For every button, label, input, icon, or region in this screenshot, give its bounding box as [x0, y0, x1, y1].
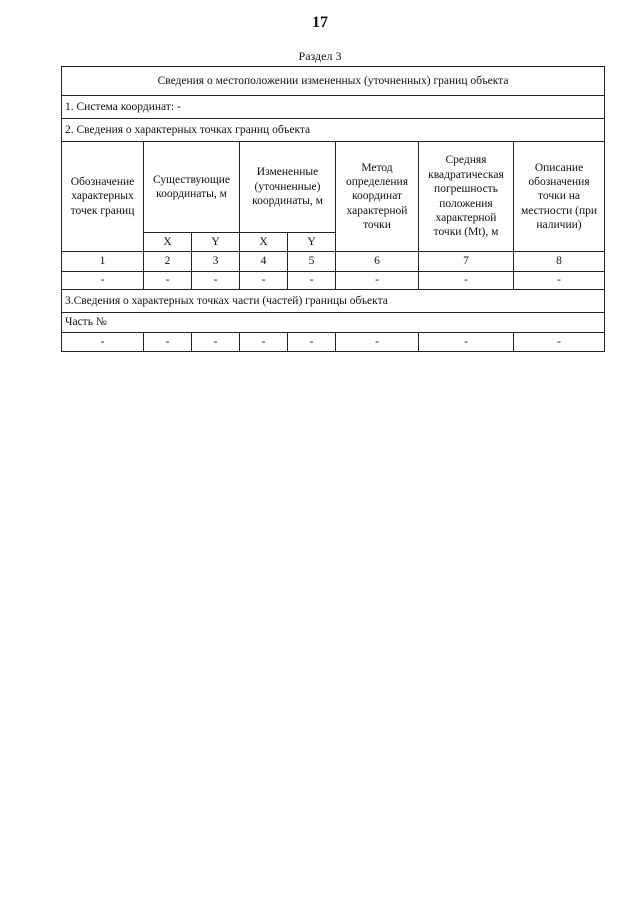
column-numbers-row: [62, 252, 605, 272]
table-cell: -: [144, 272, 192, 290]
object-boundaries-table: [61, 66, 605, 352]
part-label: Часть №: [62, 313, 605, 333]
table-cell: -: [192, 272, 240, 290]
table-row: [62, 272, 605, 290]
header-method: Метод определения координат характерной точки: [336, 142, 419, 252]
header-changed-coords: Измененные (уточненные) координаты, м: [240, 142, 336, 233]
page-number: 17: [312, 14, 328, 31]
column-number: 5: [288, 252, 336, 272]
table-row: [62, 333, 605, 352]
coordinate-system: 1. Система координат: -: [62, 96, 605, 119]
column-number: 6: [336, 252, 419, 272]
header-description: Описание обозначения точки на местности (при наличии): [514, 142, 605, 252]
header-changed-y: Y: [288, 233, 336, 252]
header-existing-x: X: [144, 233, 192, 252]
table-cell: -: [514, 333, 605, 352]
table-cell: -: [419, 333, 514, 352]
table-cell: -: [62, 333, 144, 352]
table-cell: -: [240, 333, 288, 352]
table-cell: -: [288, 333, 336, 352]
column-number: 4: [240, 252, 288, 272]
column-number: 7: [419, 252, 514, 272]
header-existing-y: Y: [192, 233, 240, 252]
section3-title: 3.Сведения о характерных точках части (частей) границы объекта: [62, 290, 605, 313]
table-cell: -: [62, 272, 144, 290]
table-cell: -: [514, 272, 605, 290]
column-number: 2: [144, 252, 192, 272]
section-label: Раздел 3: [298, 49, 342, 63]
table-title: Сведения о местоположении измененных (уточненных) границ объекта: [62, 67, 605, 96]
header-changed-x: X: [240, 233, 288, 252]
column-number: 8: [514, 252, 605, 272]
column-number: 1: [62, 252, 144, 272]
table-cell: -: [288, 272, 336, 290]
header-designation: Обозначение характерных точек границ: [62, 142, 144, 252]
table-cell: -: [419, 272, 514, 290]
column-number: 3: [192, 252, 240, 272]
table-cell: -: [240, 272, 288, 290]
header-existing-coords: Существующие координаты, м: [144, 142, 240, 233]
table-cell: -: [192, 333, 240, 352]
header-accuracy: Средняя квадратическая погрешность положения характерной точки (Mt), м: [419, 142, 514, 252]
table-cell: -: [144, 333, 192, 352]
table-cell: -: [336, 272, 419, 290]
section2-title: 2. Сведения о характерных точках границ объекта: [62, 119, 605, 142]
table-cell: -: [336, 333, 419, 352]
